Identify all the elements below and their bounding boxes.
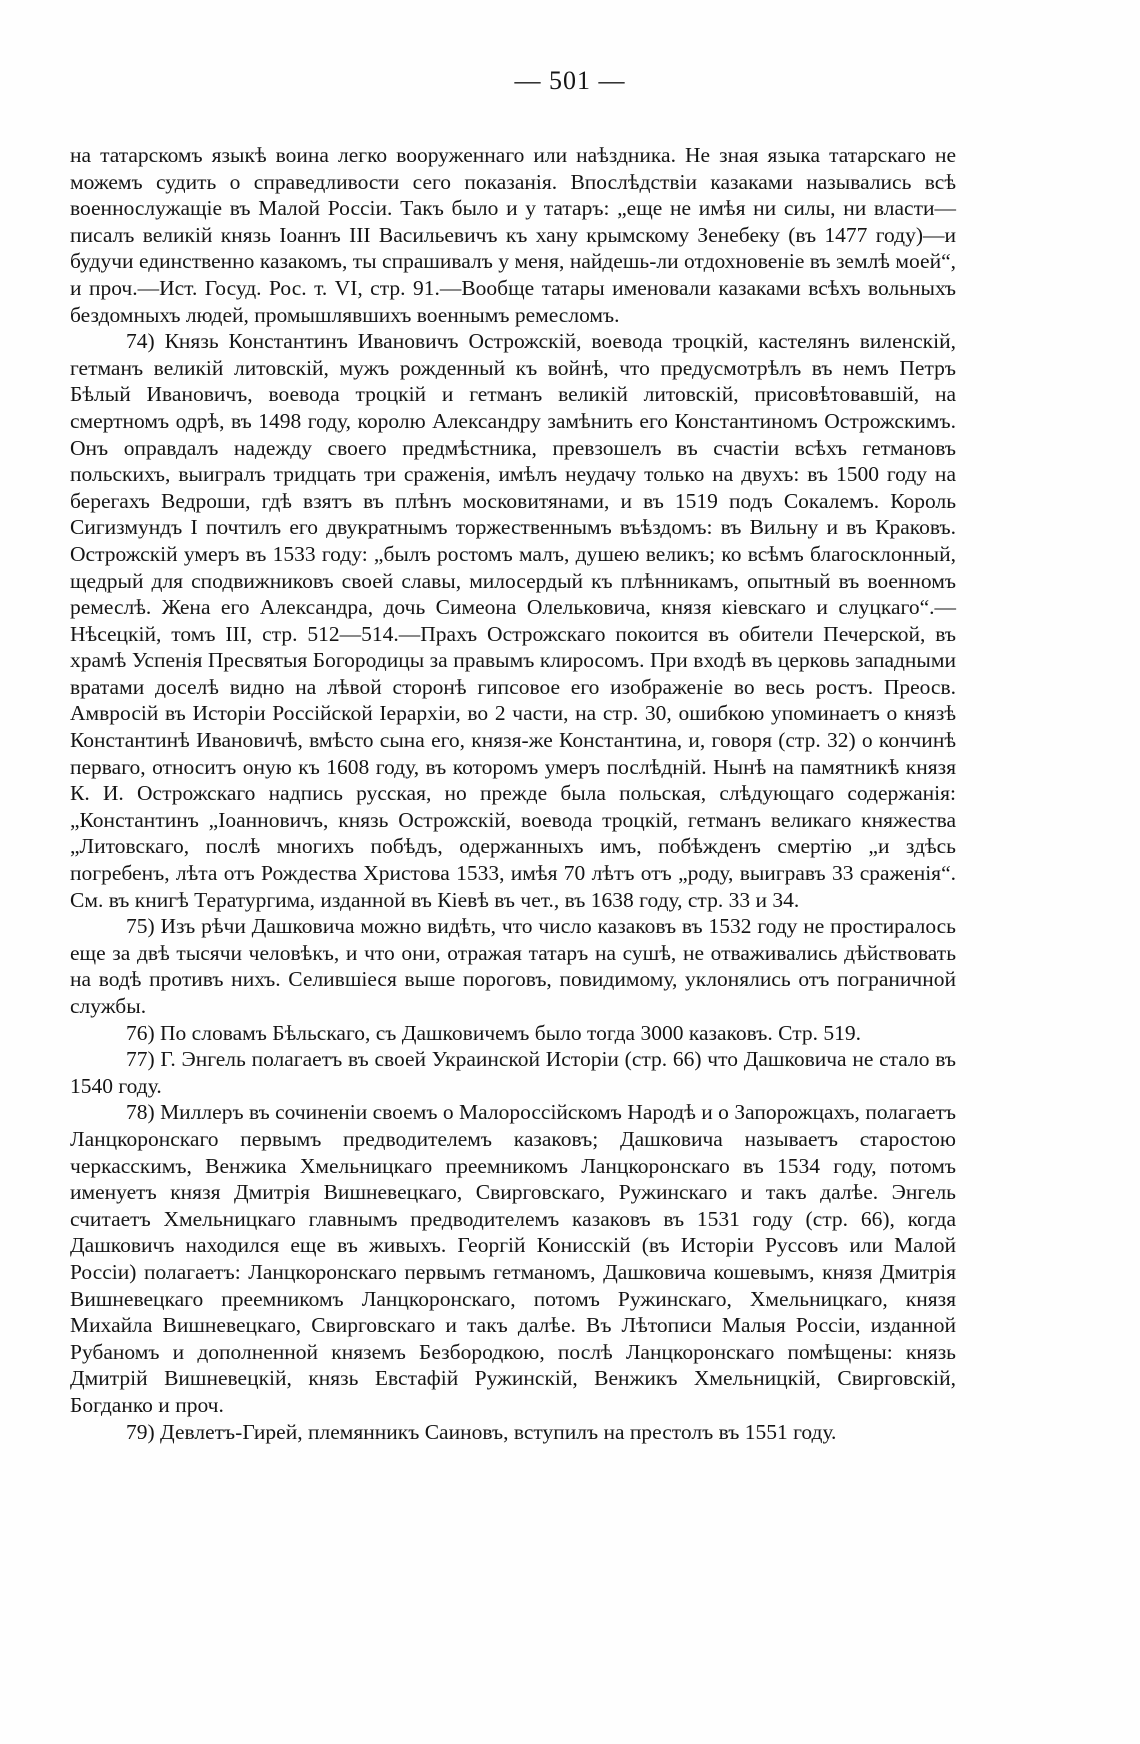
page-number: — 501 — xyxy=(514,66,626,95)
footnotes-text xyxy=(70,142,956,1445)
footnote-74: 74) Князь Константинъ Ивановичъ Острожскій, воевода троцкій, кастелянъ виленскій, гетманъ великій литовскій, мужъ рожденный къ войнѣ, что предусмотрѣлъ въ немъ Петръ Бѣлый Ивановичъ, воевода троцкій и гетманъ великій литовскій, присовѣтовавшій, на смертномъ одрѣ, въ 1498 году, королю Александру замѣнить его Константиномъ Острожскимъ. Онъ оправдалъ надежду своего предмѣстника, превзошелъ въ счастіи всѣхъ гетмановъ польскихъ, выигралъ тридцать три сраженія, имѣлъ неудачу только на двухъ: въ 1500 году на берегахъ Ведроши, гдѣ взятъ въ плѣнъ московитянами, и въ 1519 подъ Сокалемъ. Король Сигизмундъ I почтилъ его двукратнымъ торжественнымъ въѣздомъ: въ Вильну и въ Краковъ. Острожскій умеръ въ 1533 году: „былъ ростомъ малъ, душею великъ; ко всѣмъ благосклонный, щедрый для сподвижниковъ своей славы, милосердый къ плѣнникамъ, опытный въ военномъ ремеслѣ. Жена его Александра, дочь Симеона Олельковича, князя кіевскаго и слуцкаго“.—Нѣсецкій, томъ III, стр. 512—514.—Прахъ Острожскаго покоится въ обители Печерской, въ храмѣ Успенія Пресвятыя Богородицы за правымъ клиросомъ. При входѣ въ церковь западными вратами доселѣ видно на лѣвой сторонѣ гипсовое его изображеніе во весь ростъ. Преосв. Амвросій въ Исторіи Россійской Іерархіи, во 2 части, на стр. 30, ошибкою упоминаетъ о князѣ Константинѣ Ивановичѣ, вмѣсто сына его, князя-же Константина, и, говоря (стр. 32) о кончинѣ перваго, относитъ оную къ 1608 году, въ которомъ умеръ послѣдній. Нынѣ на памятникѣ князя К. И. Острожскаго надпись русская, но прежде была польская, слѣдующаго содержанія: „Константинъ „Іоанновичъ, князь Острожскій, воевода троцкій, гетманъ великаго княжества „Литовскаго, послѣ многихъ побѣдъ, одержанныхъ имъ, побѣжденъ смертію „и здѣсь погребенъ, лѣта отъ Рождества Христова 1533, имѣя 70 лѣтъ отъ „роду, выигравъ 33 сраженія“. См. въ книгѣ Тератургима, изданной въ Кіевѣ въ чет., въ 1638 году, стр. 33 и 34. xyxy=(70,329,956,912)
footnote-continuation: на татарскомъ языкѣ воина легко вооруженнаго или наѣздника. Не зная языка татарскаго не можемъ судить о справедливости сего показанія. Впослѣдствіи казаками назывались всѣ военнослужащіе въ Малой Россіи. Такъ было и у татаръ: „еще не имѣя ни силы, ни власти—писалъ великій князь Іоаннъ III Васильевичъ къ хану крымскому Зенебеку (въ 1477 году)—и будучи единственно казакомъ, ты спрашивалъ у меня, найдешь-ли отдохновеніе въ землѣ моей“, и проч.—Ист. Госуд. Рос. т. VI, стр. 91.—Вообще татары именовали казаками всѣхъ вольныхъ бездомныхъ людей, промышлявшихъ военнымъ ремесломъ. xyxy=(70,143,956,327)
footnote-77: 77) Г. Энгель полагаетъ въ своей Украинской Исторіи (стр. 66) что Дашковича не стало въ 1540 году. xyxy=(70,1047,956,1098)
footnote-79: 79) Девлетъ-Гирей, племянникъ Саиновъ, вступилъ на престолъ въ 1551 году. xyxy=(126,1419,837,1444)
footnote-75: 75) Изъ рѣчи Дашковича можно видѣть, что число казаковъ въ 1532 году не простиралось еще за двѣ тысячи человѣкъ, и что они, отражая татаръ на сушѣ, не отваживались дѣйствовать на водѣ противъ нихъ. Селившіеся выше пороговъ, повидимому, уклонялись отъ пограничной службы. xyxy=(70,914,956,1018)
footnote-76: 76) По словамъ Бѣльскаго, съ Дашковичемъ было тогда 3000 казаковъ. Стр. 519. xyxy=(126,1020,861,1045)
footnote-78: 78) Миллеръ въ сочиненіи своемъ о Малороссійскомъ Народѣ и о Запорожцахъ, полагаетъ Ланцкоронскаго первымъ предводителемъ казаковъ; Дашковича называетъ старостою черкасскимъ, Венжика Хмельницкаго преемникомъ Ланцкоронскаго въ 1534 году, потомъ именуетъ князя Дмитрія Вишневецкаго, Свирговскаго, Ружинскаго и такъ далѣе. Энгель считаетъ Хмельницкаго главнымъ предводителемъ казаковъ въ 1531 году (стр. 66), когда Дашковичъ находился еще въ живыхъ. Георгій Конисскій (въ Исторіи Руссовъ или Малой Россіи) полагаетъ: Ланцкоронскаго первымъ гетманомъ, Дашковича кошевымъ, князя Дмитрія Вишневецкаго преемникомъ Ланцкоронскаго, потомъ Ружинскаго, Хмельницкаго, князя Михайла Вишневецкаго, Свирговскаго и такъ далѣе. Въ Лѣтописи Малыя Россіи, изданной Рубаномъ и дополненной княземъ Безбородкою, послѣ Ланцкоронскаго помѣщены: князь Дмитрій Вишневецкій, князь Евстафій Ружинскій, Венжикъ Хмельницкій, Свирговскій, Богданко и проч. xyxy=(70,1100,956,1417)
